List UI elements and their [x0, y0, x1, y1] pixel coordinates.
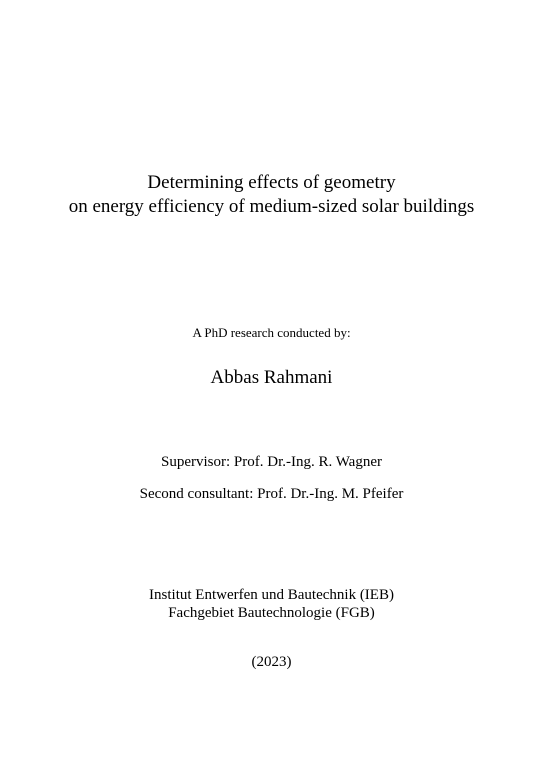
author-name: Abbas Rahmani: [210, 367, 333, 388]
title-line-2: on energy efficiency of medium-sized solar buildings: [68, 196, 475, 217]
institution-line-2: Fachgebiet Bautechnologie (FGB): [168, 605, 375, 621]
institution-line-1: Institut Entwerfen und Bautechnik (IEB): [149, 587, 394, 603]
title-line-1: Determining effects of geometry: [147, 172, 396, 193]
second-consultant: Second consultant: Prof. Dr.-Ing. M. Pfeifer: [139, 486, 404, 502]
supervisor: Supervisor: Prof. Dr.-Ing. R. Wagner: [161, 454, 382, 470]
year: (2023): [251, 654, 292, 670]
byline: A PhD research conducted by:: [192, 325, 351, 340]
